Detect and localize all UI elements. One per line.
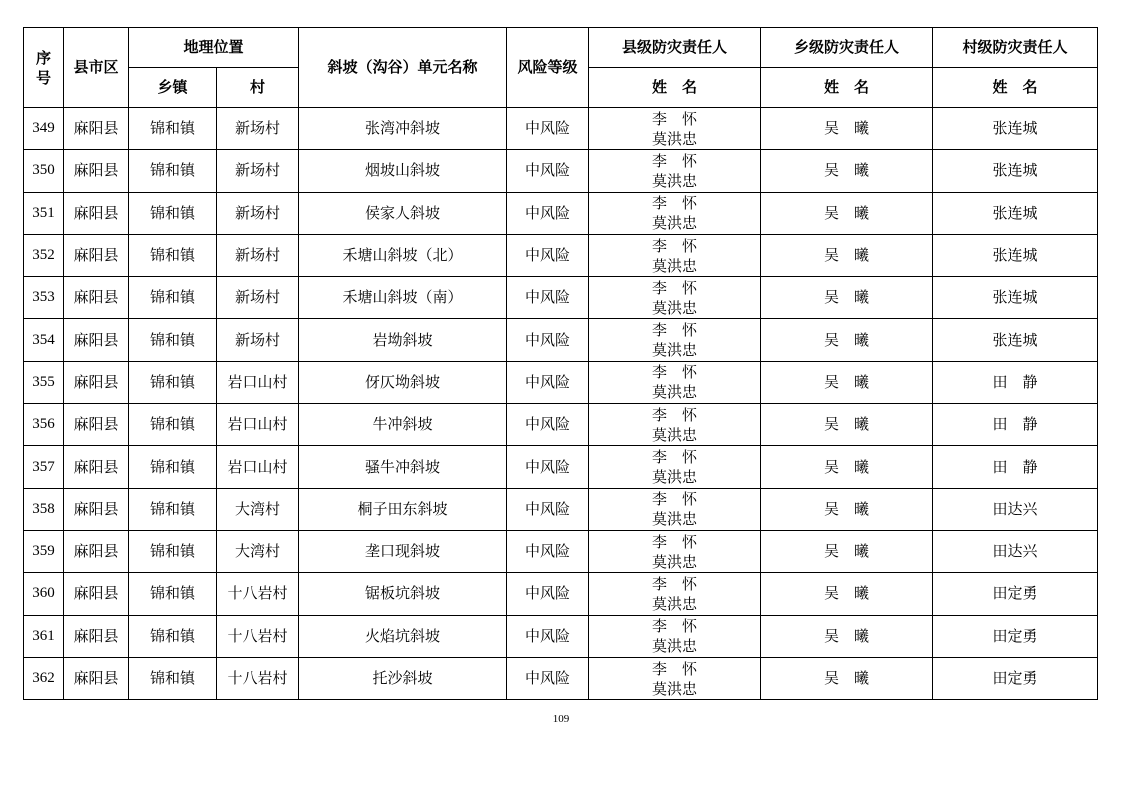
table-row <box>24 319 1098 361</box>
cell-village: 十八岩村 <box>217 573 299 615</box>
cell-village-resp: 田定勇 <box>933 657 1098 699</box>
cell-seq: 361 <box>24 615 64 657</box>
table-body <box>24 108 1098 700</box>
cell-county-resp <box>589 573 761 615</box>
cell-risk: 中风险 <box>507 234 589 276</box>
county-resp-name-2: 莫洪忠 <box>652 341 698 360</box>
cell-county: 麻阳县 <box>64 150 129 192</box>
cell-village: 大湾村 <box>217 488 299 530</box>
cell-county-resp <box>589 361 761 403</box>
cell-village: 岩口山村 <box>217 446 299 488</box>
cell-town: 锦和镇 <box>129 192 217 234</box>
cell-county: 麻阳县 <box>64 404 129 446</box>
cell-slope-name: 锯板坑斜坡 <box>299 573 507 615</box>
county-resp-name-2: 莫洪忠 <box>652 510 698 529</box>
header-risk: 风险等级 <box>507 28 589 108</box>
cell-town-resp: 吴 曦 <box>761 446 933 488</box>
cell-town: 锦和镇 <box>129 319 217 361</box>
disaster-responsibility-table <box>23 27 1098 700</box>
cell-town: 锦和镇 <box>129 361 217 403</box>
cell-slope-name: 张湾冲斜坡 <box>299 108 507 150</box>
county-resp-name-2: 莫洪忠 <box>652 214 698 233</box>
table-row <box>24 573 1098 615</box>
cell-county-resp <box>589 446 761 488</box>
cell-county-resp <box>589 108 761 150</box>
cell-village-resp: 田 静 <box>933 446 1098 488</box>
county-resp-name-1: 李 怀 <box>652 151 698 170</box>
cell-county-resp <box>589 404 761 446</box>
cell-county: 麻阳县 <box>64 657 129 699</box>
cell-seq: 351 <box>24 192 64 234</box>
cell-risk: 中风险 <box>507 277 589 319</box>
county-resp-name-2: 莫洪忠 <box>652 425 698 444</box>
county-resp-name-1: 李 怀 <box>652 617 698 636</box>
table-row <box>24 150 1098 192</box>
table-row <box>24 361 1098 403</box>
cell-county: 麻阳县 <box>64 615 129 657</box>
cell-town: 锦和镇 <box>129 615 217 657</box>
header-county-resp: 县级防灾责任人 <box>589 28 761 68</box>
cell-risk: 中风险 <box>507 108 589 150</box>
cell-village-resp: 田 静 <box>933 361 1098 403</box>
table-row <box>24 530 1098 572</box>
cell-town-resp: 吴 曦 <box>761 361 933 403</box>
header-village-resp: 村级防灾责任人 <box>933 28 1098 68</box>
cell-seq: 359 <box>24 530 64 572</box>
cell-town-resp: 吴 曦 <box>761 530 933 572</box>
county-resp-name-2: 莫洪忠 <box>652 594 698 613</box>
cell-village: 十八岩村 <box>217 615 299 657</box>
cell-risk: 中风险 <box>507 530 589 572</box>
cell-county: 麻阳县 <box>64 573 129 615</box>
county-resp-name-1: 李 怀 <box>652 236 698 255</box>
county-resp-name-2: 莫洪忠 <box>652 171 698 190</box>
county-resp-name-1: 李 怀 <box>652 405 698 424</box>
cell-village-resp: 田 静 <box>933 404 1098 446</box>
cell-seq: 354 <box>24 319 64 361</box>
cell-slope-name: 托沙斜坡 <box>299 657 507 699</box>
page-number: 109 <box>552 713 570 725</box>
header-geo: 地理位置 <box>129 28 299 68</box>
cell-county: 麻阳县 <box>64 108 129 150</box>
cell-slope-name: 骚牛冲斜坡 <box>299 446 507 488</box>
cell-slope-name: 岩坳斜坡 <box>299 319 507 361</box>
cell-village-resp: 张连城 <box>933 277 1098 319</box>
cell-village: 新场村 <box>217 150 299 192</box>
cell-risk: 中风险 <box>507 488 589 530</box>
county-resp-name-2: 莫洪忠 <box>652 679 698 698</box>
cell-risk: 中风险 <box>507 150 589 192</box>
cell-village: 新场村 <box>217 192 299 234</box>
cell-risk: 中风险 <box>507 192 589 234</box>
cell-town: 锦和镇 <box>129 108 217 150</box>
county-resp-name-1: 李 怀 <box>652 490 698 509</box>
header-village: 村 <box>217 68 299 108</box>
cell-seq: 353 <box>24 277 64 319</box>
cell-risk: 中风险 <box>507 573 589 615</box>
header-seq: 序 号 <box>24 28 64 108</box>
cell-town-resp: 吴 曦 <box>761 234 933 276</box>
cell-town-resp: 吴 曦 <box>761 192 933 234</box>
cell-village: 新场村 <box>217 234 299 276</box>
cell-village: 岩口山村 <box>217 361 299 403</box>
cell-county-resp <box>589 192 761 234</box>
cell-county-resp <box>589 150 761 192</box>
cell-town-resp: 吴 曦 <box>761 319 933 361</box>
county-resp-name-1: 李 怀 <box>652 574 698 593</box>
cell-county: 麻阳县 <box>64 446 129 488</box>
county-resp-name-1: 李 怀 <box>652 532 698 551</box>
county-resp-name-1: 李 怀 <box>652 659 698 678</box>
county-resp-name-1: 李 怀 <box>652 321 698 340</box>
table-row <box>24 234 1098 276</box>
cell-seq: 360 <box>24 573 64 615</box>
table-row <box>24 615 1098 657</box>
county-resp-name-1: 李 怀 <box>652 109 698 128</box>
header-town: 乡镇 <box>129 68 217 108</box>
county-resp-name-2: 莫洪忠 <box>652 468 698 487</box>
header-name-village: 姓 名 <box>933 68 1098 108</box>
county-resp-name-2: 莫洪忠 <box>652 637 698 656</box>
cell-town-resp: 吴 曦 <box>761 488 933 530</box>
cell-county: 麻阳县 <box>64 277 129 319</box>
header-town-resp: 乡级防灾责任人 <box>761 28 933 68</box>
cell-seq: 362 <box>24 657 64 699</box>
cell-village-resp: 田达兴 <box>933 530 1098 572</box>
cell-town: 锦和镇 <box>129 277 217 319</box>
county-resp-name-1: 李 怀 <box>652 194 698 213</box>
cell-village: 十八岩村 <box>217 657 299 699</box>
cell-slope-name: 伢仄坳斜坡 <box>299 361 507 403</box>
cell-town: 锦和镇 <box>129 657 217 699</box>
cell-slope-name: 火焰坑斜坡 <box>299 615 507 657</box>
cell-town: 锦和镇 <box>129 488 217 530</box>
county-resp-name-2: 莫洪忠 <box>652 129 698 148</box>
table-row <box>24 192 1098 234</box>
cell-slope-name: 侯家人斜坡 <box>299 192 507 234</box>
cell-risk: 中风险 <box>507 615 589 657</box>
cell-county: 麻阳县 <box>64 488 129 530</box>
cell-county-resp <box>589 530 761 572</box>
cell-village: 岩口山村 <box>217 404 299 446</box>
cell-village: 新场村 <box>217 319 299 361</box>
cell-town: 锦和镇 <box>129 530 217 572</box>
table-row <box>24 277 1098 319</box>
cell-town: 锦和镇 <box>129 234 217 276</box>
county-resp-name-2: 莫洪忠 <box>652 552 698 571</box>
cell-town-resp: 吴 曦 <box>761 277 933 319</box>
cell-risk: 中风险 <box>507 404 589 446</box>
cell-county-resp <box>589 488 761 530</box>
cell-seq: 357 <box>24 446 64 488</box>
county-resp-name-2: 莫洪忠 <box>652 256 698 275</box>
cell-town: 锦和镇 <box>129 573 217 615</box>
header-name-town: 姓 名 <box>761 68 933 108</box>
table-row <box>24 404 1098 446</box>
cell-county-resp <box>589 234 761 276</box>
cell-town-resp: 吴 曦 <box>761 150 933 192</box>
cell-risk: 中风险 <box>507 657 589 699</box>
cell-village-resp: 田达兴 <box>933 488 1098 530</box>
cell-seq: 358 <box>24 488 64 530</box>
table-row <box>24 446 1098 488</box>
cell-village-resp: 张连城 <box>933 234 1098 276</box>
cell-town-resp: 吴 曦 <box>761 404 933 446</box>
cell-seq: 352 <box>24 234 64 276</box>
cell-village-resp: 张连城 <box>933 319 1098 361</box>
cell-town-resp: 吴 曦 <box>761 573 933 615</box>
cell-village: 大湾村 <box>217 530 299 572</box>
cell-county: 麻阳县 <box>64 530 129 572</box>
cell-county: 麻阳县 <box>64 361 129 403</box>
header-name-county: 姓 名 <box>589 68 761 108</box>
cell-seq: 355 <box>24 361 64 403</box>
header-county: 县市区 <box>64 28 129 108</box>
county-resp-name-1: 李 怀 <box>652 448 698 467</box>
cell-town: 锦和镇 <box>129 150 217 192</box>
table-row <box>24 108 1098 150</box>
cell-town-resp: 吴 曦 <box>761 615 933 657</box>
cell-county-resp <box>589 277 761 319</box>
cell-county-resp <box>589 319 761 361</box>
cell-slope-name: 桐子田东斜坡 <box>299 488 507 530</box>
cell-seq: 350 <box>24 150 64 192</box>
cell-county-resp <box>589 615 761 657</box>
county-resp-name-1: 李 怀 <box>652 278 698 297</box>
cell-seq: 356 <box>24 404 64 446</box>
cell-seq: 349 <box>24 108 64 150</box>
cell-village-resp: 田定勇 <box>933 573 1098 615</box>
cell-village-resp: 田定勇 <box>933 615 1098 657</box>
cell-village: 新场村 <box>217 277 299 319</box>
table-row <box>24 657 1098 699</box>
table-row <box>24 488 1098 530</box>
cell-county: 麻阳县 <box>64 192 129 234</box>
cell-slope-name: 烟坡山斜坡 <box>299 150 507 192</box>
cell-county: 麻阳县 <box>64 234 129 276</box>
cell-risk: 中风险 <box>507 446 589 488</box>
cell-county: 麻阳县 <box>64 319 129 361</box>
cell-slope-name: 禾塘山斜坡（北） <box>299 234 507 276</box>
cell-county-resp <box>589 657 761 699</box>
cell-town-resp: 吴 曦 <box>761 657 933 699</box>
cell-slope-name: 牛冲斜坡 <box>299 404 507 446</box>
cell-slope-name: 垄口现斜坡 <box>299 530 507 572</box>
cell-village-resp: 张连城 <box>933 192 1098 234</box>
cell-village-resp: 张连城 <box>933 150 1098 192</box>
cell-town-resp: 吴 曦 <box>761 108 933 150</box>
cell-village-resp: 张连城 <box>933 108 1098 150</box>
county-resp-name-2: 莫洪忠 <box>652 298 698 317</box>
cell-village: 新场村 <box>217 108 299 150</box>
cell-town: 锦和镇 <box>129 404 217 446</box>
cell-risk: 中风险 <box>507 319 589 361</box>
cell-town: 锦和镇 <box>129 446 217 488</box>
county-resp-name-1: 李 怀 <box>652 363 698 382</box>
header-slope-name: 斜坡（沟谷）单元名称 <box>299 28 507 108</box>
cell-risk: 中风险 <box>507 361 589 403</box>
county-resp-name-2: 莫洪忠 <box>652 383 698 402</box>
cell-slope-name: 禾塘山斜坡（南） <box>299 277 507 319</box>
